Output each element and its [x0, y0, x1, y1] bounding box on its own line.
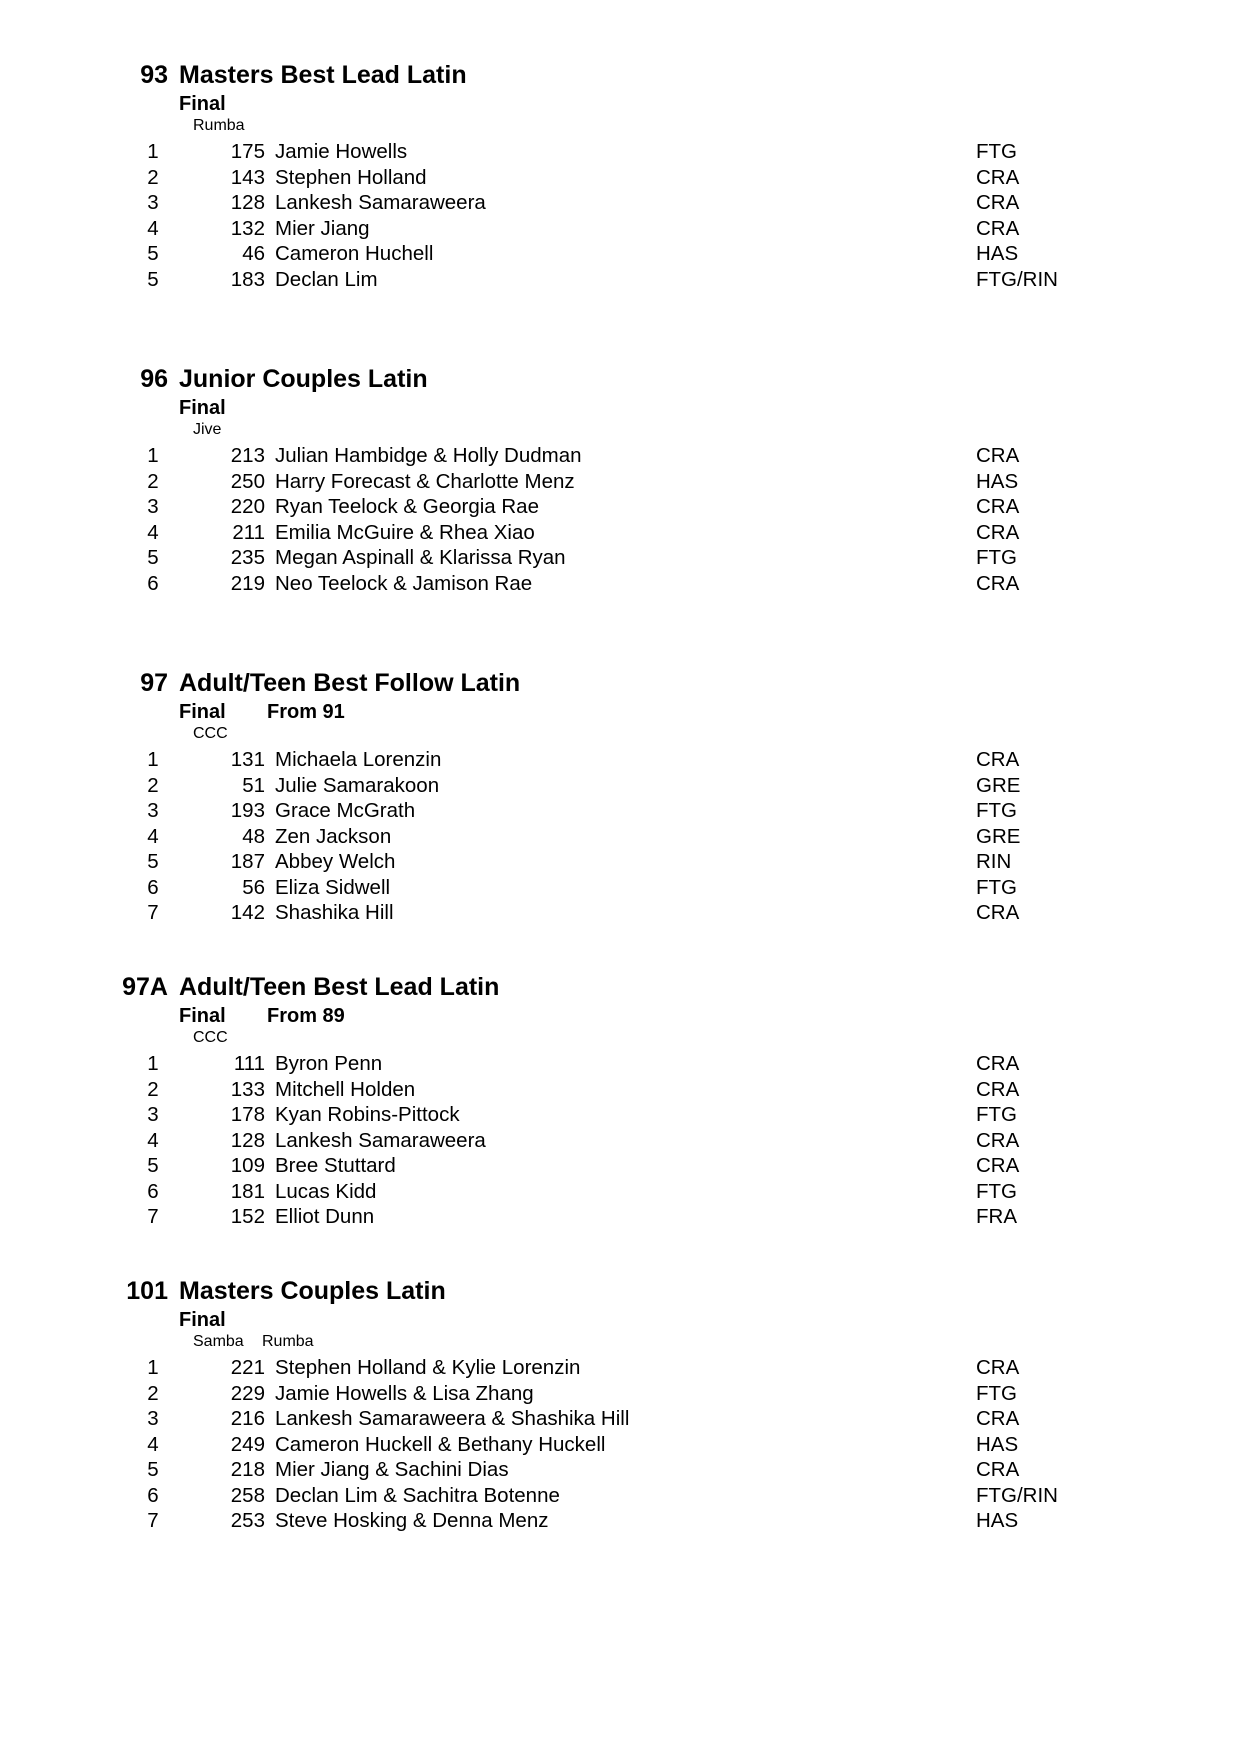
competitor-number: 132	[230, 216, 265, 240]
dance-line	[0, 116, 1240, 136]
competitor-number: 249	[230, 1432, 265, 1456]
competitor-name: Jamie Howells	[275, 140, 408, 163]
event-section	[0, 362, 1240, 666]
result-row	[0, 469, 1240, 495]
result-row	[0, 1483, 1240, 1509]
event-header	[0, 1274, 1240, 1308]
result-place: 4	[147, 1128, 159, 1152]
competitor-number: 183	[230, 267, 265, 291]
competitor-club: RIN	[976, 850, 1012, 873]
event-header	[0, 666, 1240, 700]
event-section	[0, 666, 1240, 970]
competitor-club: CRA	[976, 1407, 1020, 1430]
competitor-name: Michaela Lorenzin	[275, 748, 442, 771]
competitor-name: Eliza Sidwell	[275, 875, 391, 899]
competitor-name: Julie Samarakoon	[275, 773, 440, 797]
competitor-name: Cameron Huchell	[275, 242, 434, 265]
competitor-number: 51	[242, 773, 265, 797]
competitor-name: Steve Hosking & Denna Menz	[275, 1509, 549, 1532]
result-row	[0, 849, 1240, 875]
result-place: 5	[147, 267, 159, 291]
result-row	[0, 545, 1240, 571]
competitor-name: Megan Aspinall & Klarissa Ryan	[275, 546, 566, 569]
competitor-club: CRA	[976, 748, 1020, 771]
competitor-club: FTG	[976, 1179, 1017, 1203]
result-row	[0, 216, 1240, 242]
competitor-name: Lucas Kidd	[275, 1179, 377, 1203]
competitor-name: Julian Hambidge & Holly Dudman	[275, 444, 582, 467]
competitor-number: 250	[230, 469, 265, 493]
competitor-name: Bree Stuttard	[275, 1154, 396, 1177]
round-line	[0, 92, 1240, 116]
competitor-club: FTG	[976, 1103, 1017, 1126]
results-table	[0, 747, 1240, 926]
competitor-number: 109	[230, 1154, 265, 1177]
competitor-name: Declan Lim	[275, 267, 378, 291]
competitor-club: CRA	[976, 520, 1020, 544]
competitor-club: HAS	[976, 242, 1019, 265]
competitor-club: CRA	[976, 165, 1020, 189]
competitor-club: HAS	[976, 1509, 1019, 1532]
round-from: From 91	[267, 701, 345, 723]
event-title: Adult/Teen Best Lead Latin	[179, 973, 500, 1001]
result-row	[0, 267, 1240, 293]
competitor-number: 48	[242, 824, 265, 848]
result-place: 2	[147, 773, 159, 797]
round-line	[0, 1004, 1240, 1028]
result-place: 4	[147, 1432, 159, 1456]
event-header	[0, 970, 1240, 1004]
competitor-club: FTG	[976, 1381, 1017, 1405]
event-title: Junior Couples Latin	[179, 365, 428, 393]
result-row	[0, 139, 1240, 165]
result-place: 3	[147, 1407, 159, 1430]
competitor-number: 46	[242, 242, 265, 265]
result-place: 1	[147, 1356, 159, 1379]
competitor-name: Kyan Robins-Pittock	[275, 1103, 460, 1126]
results-table	[0, 443, 1240, 596]
round-label: Final	[179, 397, 226, 419]
competitor-club: CRA	[976, 901, 1020, 924]
dance-line	[0, 1332, 1240, 1352]
competitor-name: Zen Jackson	[275, 824, 392, 848]
event-title: Masters Best Lead Latin	[179, 61, 467, 89]
competitor-club: CRA	[976, 1128, 1020, 1152]
competitor-name: Mitchell Holden	[275, 1077, 416, 1101]
competitor-club: CRA	[976, 495, 1020, 518]
competitor-club: FTG	[976, 140, 1017, 163]
result-row	[0, 1179, 1240, 1205]
dance-name: CCC	[193, 1029, 228, 1046]
competitor-name: Lankesh Samaraweera	[275, 1128, 486, 1152]
result-row	[0, 1457, 1240, 1483]
competitor-club: CRA	[976, 1052, 1020, 1075]
result-place: 7	[147, 1509, 159, 1532]
result-row	[0, 773, 1240, 799]
competitor-number: 178	[230, 1103, 265, 1126]
result-place: 7	[147, 1205, 159, 1228]
dance-name: Rumba	[193, 117, 245, 134]
competitor-name: Grace McGrath	[275, 799, 416, 822]
round-line	[0, 700, 1240, 724]
competitor-club: CRA	[976, 1077, 1020, 1101]
result-place: 1	[147, 140, 159, 163]
competitor-name: Shashika Hill	[275, 901, 394, 924]
competitor-club: FTG/RIN	[976, 1483, 1058, 1507]
competitor-name: Mier Jiang	[275, 216, 370, 240]
result-place: 5	[147, 242, 159, 265]
result-row	[0, 1051, 1240, 1077]
round-line	[0, 1308, 1240, 1332]
result-row	[0, 1381, 1240, 1407]
competitor-name: Neo Teelock & Jamison Rae	[275, 571, 533, 595]
result-place: 1	[147, 444, 159, 467]
result-row	[0, 1355, 1240, 1381]
result-place: 5	[147, 1458, 159, 1481]
result-place: 5	[147, 1154, 159, 1177]
competitor-number: 258	[230, 1483, 265, 1507]
competitor-number: 128	[230, 1128, 265, 1152]
competitor-number: 221	[230, 1356, 265, 1379]
competitor-name: Jamie Howells & Lisa Zhang	[275, 1381, 534, 1405]
event-number: 97	[140, 669, 168, 697]
competitor-name: Abbey Welch	[275, 850, 396, 873]
dance-line	[0, 724, 1240, 744]
results-table	[0, 139, 1240, 292]
result-place: 4	[147, 520, 159, 544]
result-row	[0, 1432, 1240, 1458]
result-place: 3	[147, 1103, 159, 1126]
dance-line	[0, 1028, 1240, 1048]
result-row	[0, 165, 1240, 191]
result-place: 2	[147, 1381, 159, 1405]
result-place: 2	[147, 469, 159, 493]
competitor-number: 128	[230, 191, 265, 214]
result-row	[0, 900, 1240, 926]
competitor-name: Harry Forecast & Charlotte Menz	[275, 469, 575, 493]
results-list	[0, 58, 1240, 1578]
competitor-club: CRA	[976, 216, 1020, 240]
competitor-club: CRA	[976, 1458, 1020, 1481]
result-place: 6	[147, 875, 159, 899]
result-place: 3	[147, 191, 159, 214]
competitor-name: Lankesh Samaraweera	[275, 191, 486, 214]
result-row	[0, 520, 1240, 546]
result-row	[0, 241, 1240, 267]
competitor-number: 152	[230, 1205, 265, 1228]
competitor-name: Elliot Dunn	[275, 1205, 375, 1228]
result-place: 3	[147, 495, 159, 518]
result-place: 2	[147, 1077, 159, 1101]
competitor-name: Emilia McGuire & Rhea Xiao	[275, 520, 535, 544]
competitor-club: CRA	[976, 444, 1020, 467]
competitor-name: Cameron Huckell & Bethany Huckell	[275, 1432, 606, 1456]
result-row	[0, 443, 1240, 469]
results-table	[0, 1355, 1240, 1534]
round-label: Final	[179, 93, 226, 115]
competitor-name: Byron Penn	[275, 1052, 383, 1075]
competitor-club: CRA	[976, 191, 1020, 214]
result-row	[0, 1406, 1240, 1432]
event-number: 97A	[122, 973, 168, 1001]
event-number: 101	[126, 1277, 168, 1305]
result-row	[0, 1128, 1240, 1154]
event-title: Adult/Teen Best Follow Latin	[179, 669, 521, 697]
competitor-name: Ryan Teelock & Georgia Rae	[275, 495, 539, 518]
competitor-club: FTG/RIN	[976, 267, 1058, 291]
round-line	[0, 396, 1240, 420]
dance-name: Jive	[193, 421, 222, 438]
competitor-number: 175	[230, 140, 265, 163]
dance-line	[0, 420, 1240, 440]
competitor-club: HAS	[976, 1432, 1019, 1456]
competitor-club: FTG	[976, 546, 1017, 569]
results-table	[0, 1051, 1240, 1230]
competitor-club: CRA	[976, 1356, 1020, 1379]
event-section	[0, 58, 1240, 362]
competitor-number: 56	[242, 875, 265, 899]
result-row	[0, 875, 1240, 901]
result-place: 1	[147, 748, 159, 771]
competitor-number: 181	[230, 1179, 265, 1203]
competitor-number: 213	[230, 444, 265, 467]
competitor-number: 133	[230, 1077, 265, 1101]
dance-name: CCC	[193, 725, 228, 742]
result-row	[0, 824, 1240, 850]
result-row	[0, 1153, 1240, 1179]
competitor-number: 143	[230, 165, 265, 189]
result-row	[0, 494, 1240, 520]
event-header	[0, 58, 1240, 92]
round-label: Final	[179, 1005, 226, 1027]
result-row	[0, 747, 1240, 773]
result-place: 7	[147, 901, 159, 924]
result-row	[0, 1077, 1240, 1103]
event-number: 96	[140, 365, 168, 393]
result-row	[0, 1204, 1240, 1230]
dance-name: Rumba	[262, 1333, 314, 1350]
competitor-club: FTG	[976, 875, 1017, 899]
event-section	[0, 1274, 1240, 1578]
round-label: Final	[179, 1309, 226, 1331]
competitor-number: 220	[230, 495, 265, 518]
competitor-number: 142	[230, 901, 265, 924]
competitor-name: Lankesh Samaraweera & Shashika Hill	[275, 1407, 630, 1430]
competitor-club: GRE	[976, 824, 1021, 848]
competitor-number: 216	[230, 1407, 265, 1430]
competitor-club: GRE	[976, 773, 1021, 797]
result-row	[0, 798, 1240, 824]
competitor-club: CRA	[976, 571, 1020, 595]
competitor-number: 229	[230, 1381, 265, 1405]
competitor-number: 211	[232, 520, 265, 544]
result-place: 1	[147, 1052, 159, 1075]
round-label: Final	[179, 701, 226, 723]
competitor-name: Stephen Holland	[275, 165, 427, 189]
event-number: 93	[140, 61, 168, 89]
competitor-number: 253	[230, 1509, 265, 1532]
round-from: From 89	[267, 1005, 345, 1027]
competitor-number: 187	[230, 850, 265, 873]
competitor-number: 111	[233, 1052, 265, 1075]
result-row	[0, 1102, 1240, 1128]
result-place: 6	[147, 571, 159, 595]
event-header	[0, 362, 1240, 396]
event-section	[0, 970, 1240, 1274]
result-place: 6	[147, 1483, 159, 1507]
result-place: 3	[147, 799, 159, 822]
competitor-number: 219	[230, 571, 265, 595]
event-title: Masters Couples Latin	[179, 1277, 446, 1305]
result-row	[0, 1508, 1240, 1534]
competitor-club: CRA	[976, 1154, 1020, 1177]
result-place: 6	[147, 1179, 159, 1203]
competitor-club: FRA	[976, 1205, 1017, 1228]
competitor-name: Stephen Holland & Kylie Lorenzin	[275, 1356, 581, 1379]
competitor-name: Mier Jiang & Sachini Dias	[275, 1458, 509, 1481]
result-place: 5	[147, 850, 159, 873]
result-place: 4	[147, 824, 159, 848]
result-place: 4	[147, 216, 159, 240]
result-row	[0, 190, 1240, 216]
competitor-club: HAS	[976, 469, 1019, 493]
competitor-club: FTG	[976, 799, 1017, 822]
result-row	[0, 571, 1240, 597]
competitor-number: 131	[230, 748, 265, 771]
result-place: 5	[147, 546, 159, 569]
competitor-number: 193	[230, 799, 265, 822]
dance-name: Samba	[193, 1333, 244, 1350]
competitor-number: 235	[230, 546, 265, 569]
competitor-number: 218	[230, 1458, 265, 1481]
competitor-name: Declan Lim & Sachitra Botenne	[275, 1483, 560, 1507]
result-place: 2	[147, 165, 159, 189]
